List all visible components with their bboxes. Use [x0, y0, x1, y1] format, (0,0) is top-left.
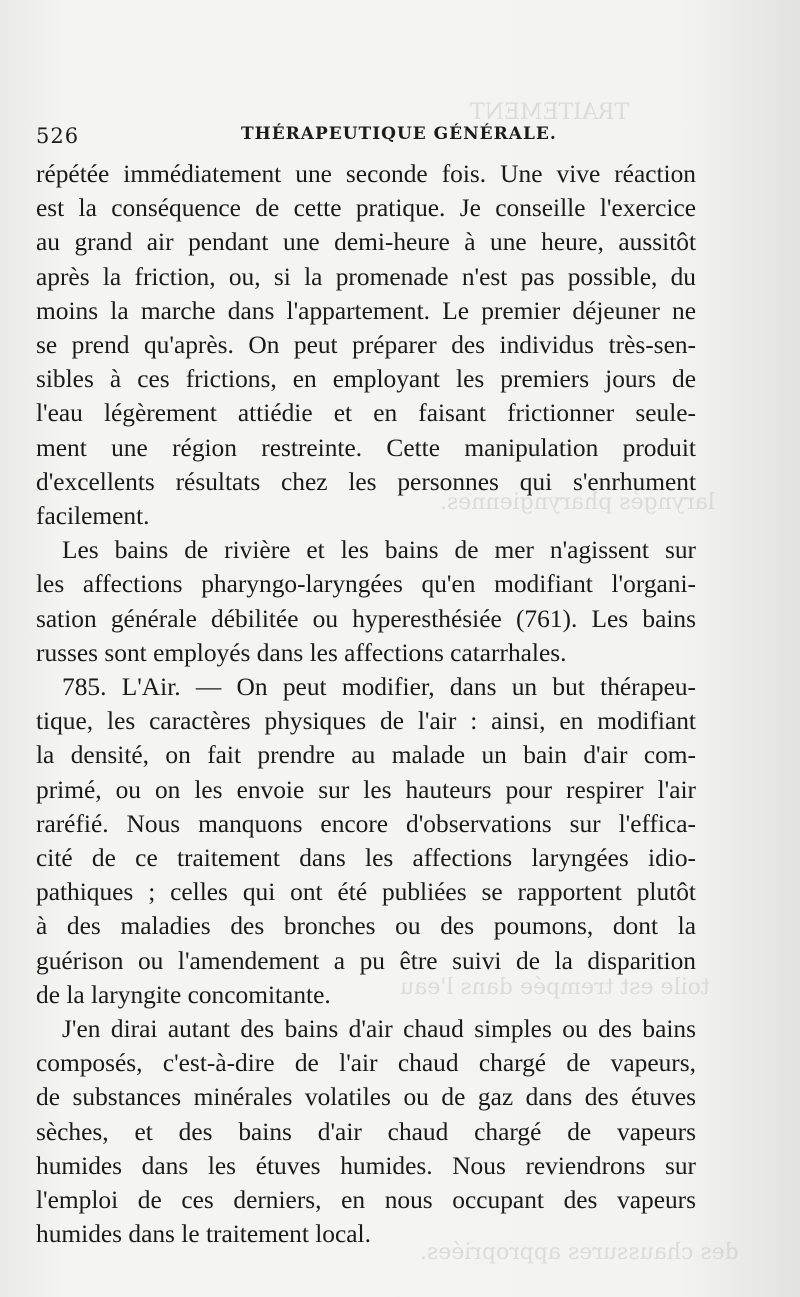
text-line: raréfié. Nous manquons encore d'observations sur l'effica- — [36, 809, 696, 838]
text-line: moins la marche dans l'appartement. Le premier déjeuner ne — [36, 296, 696, 325]
page-body — [36, 157, 696, 1252]
bleed-through-text: laryngés pharyngiennes. — [440, 490, 715, 515]
text-line: tique, les caractères physiques de l'air : ainsi, en modifiant — [36, 707, 696, 736]
text-line: Les bains de rivière et les bains de mer n'agissent sur — [62, 536, 696, 565]
text-line: se prend qu'après. On peut préparer des individus très-sen- — [36, 331, 696, 360]
text-line: l'emploi de ces derniers, en nous occupant des vapeurs — [36, 1186, 696, 1215]
paragraph — [36, 533, 696, 670]
text-line: sèches, et des bains d'air chaud chargé de vapeurs — [36, 1117, 696, 1146]
text-line: à des maladies des bronches ou des poumons, dont la — [36, 912, 696, 941]
text-line: la densité, on fait prendre au malade un bain d'air com- — [36, 741, 696, 770]
text-line: l'eau légèrement attiédie et en faisant frictionner seule- — [36, 399, 696, 428]
text-line: au grand air pendant une demi-heure à une heure, aussitôt — [36, 228, 696, 257]
page-number: 526 — [36, 124, 80, 148]
text-line: pathiques ; celles qui ont été publiées se rapportent plutôt — [36, 878, 696, 907]
text-line: russes sont employés dans les affections catarrhales. — [36, 638, 567, 667]
text-line: de substances minérales volatiles ou de gaz dans des étuves — [36, 1083, 696, 1112]
paragraph — [36, 670, 696, 1012]
text-line: primé, ou on les envoie sur les hauteurs pour respirer l'air — [36, 775, 696, 804]
page-header — [36, 120, 696, 152]
text-line: est la conséquence de cette pratique. Je conseille l'exercice — [36, 194, 696, 223]
paragraph — [36, 1012, 696, 1251]
running-head: THÉRAPEUTIQUE GÉNÉRALE. — [241, 124, 557, 144]
text-line: humides dans les étuves humides. Nous reviendrons sur — [36, 1151, 696, 1180]
text-line: répétée immédiatement une seconde fois. Une vive réaction — [36, 160, 696, 188]
text-line: J'en dirai autant des bains d'air chaud simples ou des bains — [62, 1015, 696, 1044]
text-line: humides dans le traitement local. — [36, 1220, 371, 1249]
text-line: sation générale débilitée ou hyperesthésiée (761). Les bains — [36, 604, 696, 633]
text-line: composés, c'est-à-dire de l'air chaud chargé de vapeurs, — [36, 1049, 696, 1078]
bleed-through-text: des chaussures appropriées. — [420, 1240, 739, 1265]
paragraph — [36, 157, 696, 533]
text-line: après la friction, ou, si la promenade n'est pas possible, du — [36, 262, 696, 291]
text-line: ment une région restreinte. Cette manipulation produit — [36, 433, 696, 462]
bleed-through-text: TRAITEMENT — [470, 100, 630, 125]
text-line: facilement. — [36, 502, 150, 531]
text-line: cité de ce traitement dans les affections laryngées idio- — [36, 844, 696, 873]
text-line: 785. L'Air. — On peut modifier, dans un but thérapeu- — [62, 673, 696, 702]
text-line: d'excellents résultats chez les personnes qui s'enrhument — [36, 467, 696, 496]
text-line: les affections pharyngo-laryngées qu'en modifiant l'organi- — [36, 570, 696, 599]
text-line: sibles à ces frictions, en employant les premiers jours de — [36, 365, 696, 394]
bleed-through-text: toile est trempée dans l'eau — [400, 975, 710, 1000]
text-line: de la laryngite concomitante. — [36, 980, 331, 1009]
text-line: guérison ou l'amendement a pu être suivi de la disparition — [36, 946, 696, 975]
